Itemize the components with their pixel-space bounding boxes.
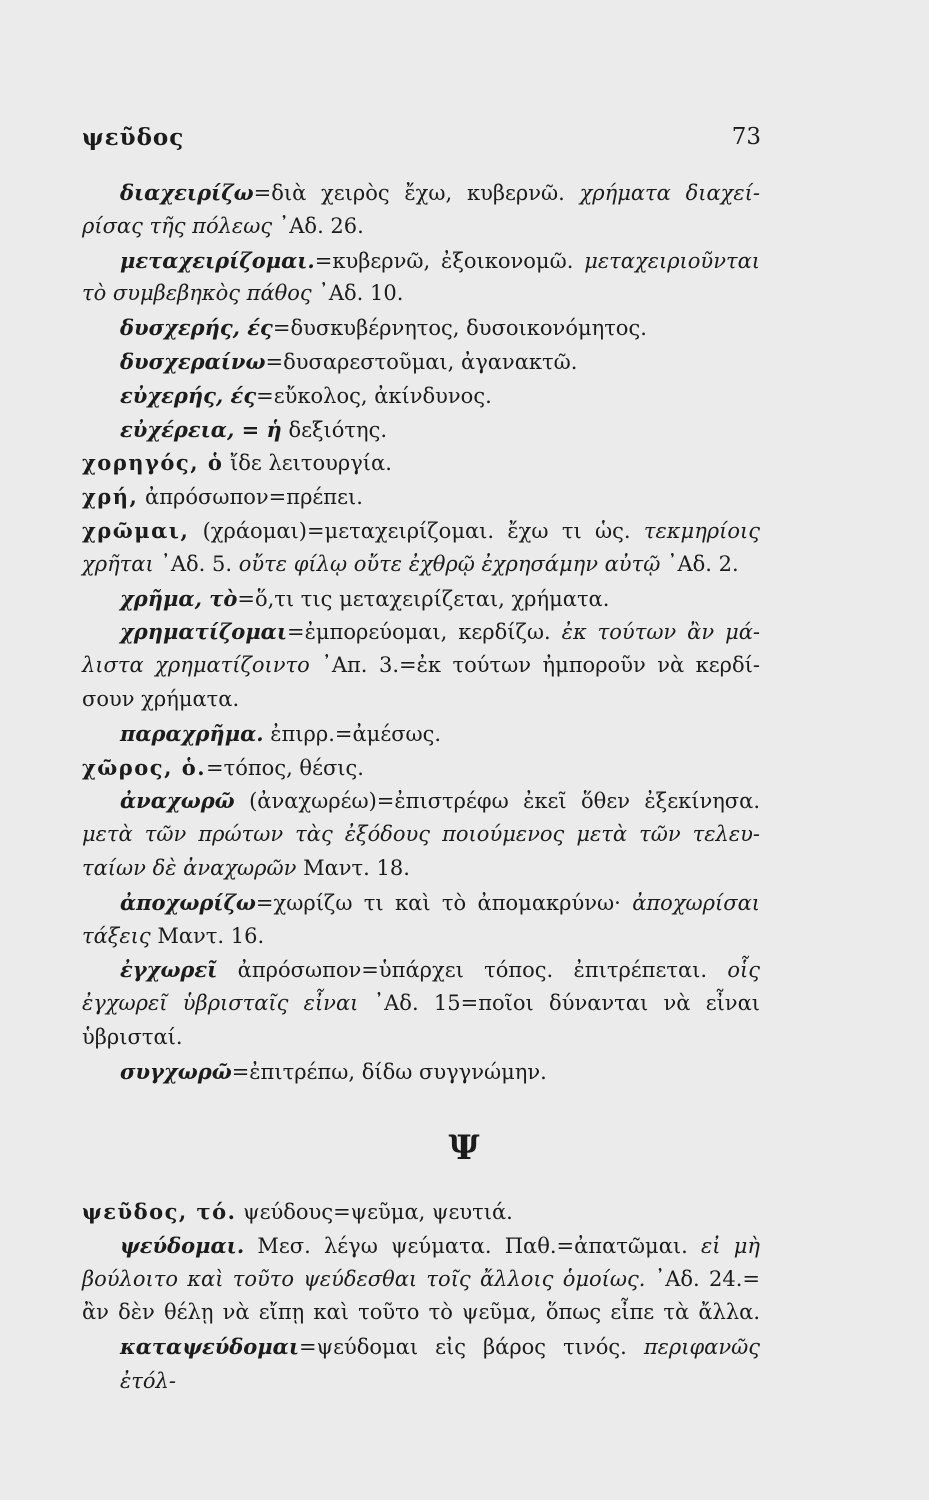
text-line — [82, 920, 760, 954]
quotation: τεκμηρίοις — [643, 518, 760, 543]
definition-text: δεξιότης. — [281, 417, 388, 442]
headword: ψεῦδος, τό. — [82, 1199, 237, 1224]
definition-text: =ψεύδομαι εἰς βάρος τινός. — [299, 1335, 644, 1360]
text-line — [82, 953, 760, 987]
text-line — [82, 379, 760, 413]
text-line — [82, 818, 760, 852]
lemma: ψεύδομαι. — [120, 1232, 245, 1258]
text-line — [82, 277, 760, 311]
text-line — [82, 1330, 760, 1393]
text-line — [82, 784, 760, 818]
headword: χρή, — [82, 484, 139, 510]
definition-text: ψεύδους=ψεῦμα, ψευτιά. — [236, 1200, 513, 1224]
quotation: τὸ συμβεβηκὸς πάθος — [82, 281, 319, 306]
text-line — [82, 210, 760, 244]
definition-text: (ἀναχωρέω)=ἐπιστρέφω ἐκεῖ ὅθεν ἐξεκίνησα. — [234, 789, 760, 814]
definition-text: =ἐπιτρέπω, δίδω συγγνώμην. — [231, 1059, 547, 1084]
text-line — [82, 176, 760, 210]
definition-text: Μεσ. λέγω ψεύματα. Παθ.=ἀπατῶμαι. — [244, 1233, 702, 1258]
lemma: ἐγχωρεῖ — [120, 957, 218, 983]
running-head — [82, 124, 761, 151]
definition-text: =χωρίζω τι καὶ τὸ ἀπομακρύνω· — [255, 890, 633, 915]
definition-text: ᾿Αδ. 5. — [160, 551, 239, 576]
lemma: εὐχέρεια, = ἡ — [120, 416, 282, 442]
section-letter-psi: Ψ — [448, 1128, 481, 1168]
definition-text: ᾿Απ. 3.=ἐκ τούτων ἠμποροῦν νὰ κερδί- — [321, 653, 760, 678]
definition-text: ἐπιρρ.=ἀμέσως. — [263, 721, 442, 746]
dictionary-entries-chi — [82, 176, 760, 1089]
text-line — [82, 311, 760, 345]
definition-text: =ἐμπορεύομαι, κερδίζω. — [287, 620, 562, 645]
running-head-title: ψεῦδος — [82, 124, 185, 151]
text-line — [82, 1021, 760, 1055]
lemma: χρῆμα, τὸ — [120, 585, 238, 611]
quotation: χρήματα διαχεί- — [579, 181, 760, 205]
text-line — [82, 1195, 760, 1229]
quotation: βούλοιτο καὶ τοῦτο ψεύδεσθαι τοῖς ἄλλοις ὁμοίως. — [82, 1266, 655, 1291]
definition-text: =τόπος, θέσις. — [206, 755, 364, 780]
lemma: παραχρῆμα. — [120, 720, 264, 746]
lemma: ἀναχωρῶ — [120, 788, 235, 814]
definition-text: σουν χρήματα. — [82, 686, 240, 711]
text-line — [82, 852, 760, 886]
definition-text: (χράομαι)=μεταχειρίζομαι. ἔχω τι ὡς. — [189, 518, 644, 543]
text-line — [82, 1055, 760, 1089]
definition-text: Μαντ. 18. — [303, 855, 410, 880]
text-line — [82, 751, 760, 785]
lemma: ἀποχωρίζω — [120, 889, 256, 915]
quotation: τάξεις — [82, 923, 158, 948]
lemma: συγχωρῶ — [120, 1058, 232, 1084]
lemma: δυσχεραίνω — [120, 348, 266, 374]
quotation: μεταχειριοῦνται — [584, 248, 760, 273]
text-line — [82, 480, 760, 514]
definition-text: ᾿Αδ. 15=ποῖοι δύνανται νὰ εἶναι — [373, 991, 760, 1016]
definition-text: ἴδε λειτουργία. — [223, 451, 392, 476]
quotation: ἐκ τούτων ἂν μά- — [561, 620, 760, 645]
quotation: λιστα χρηματίζοιντο — [82, 653, 322, 678]
quotation: μετὰ τῶν πρώτων τὰς ἐξόδους ποιούμενος μετὰ τῶν τελευ- — [82, 822, 760, 847]
text-line — [82, 514, 760, 548]
page-number: 73 — [731, 124, 761, 150]
text-line — [82, 649, 760, 683]
definition-text: ἀπρόσωπον=ὑπάρχει τόπος. ἐπιτρέπεται. — [217, 958, 728, 983]
definition-text: ἀπρόσωπον=πρέπει. — [138, 485, 363, 510]
headword: χῶρος, ὁ. — [82, 754, 207, 780]
text-line — [82, 1296, 760, 1330]
quotation: ρίσας τῆς πόλεως — [82, 213, 279, 238]
text-line — [82, 244, 760, 278]
text-line — [82, 717, 760, 751]
text-line — [82, 446, 760, 480]
text-line — [82, 548, 760, 582]
definition-text: ᾿Αδ. 10. — [318, 281, 404, 306]
text-line — [82, 987, 760, 1021]
definition-text: ᾿Αδ. 26. — [278, 213, 364, 238]
quotation: χρῆται — [82, 551, 161, 576]
headword: χορηγός, ὁ — [82, 450, 224, 476]
definition-text: =εὔκολος, ἀκίνδυνος. — [256, 383, 492, 408]
headword: χρῶμαι, — [82, 517, 190, 543]
lemma: δυσχερής, ές — [120, 315, 273, 341]
definition-text: =δυσκυβέρνητος, δυσοικονόμητος. — [272, 316, 647, 341]
text-line — [82, 615, 760, 649]
definition-text: Μαντ. 16. — [157, 923, 265, 948]
definition-text: ἂν δὲν θέλῃ νὰ εἴπῃ καὶ τοῦτο τὸ ψεῦμα, ὅπως εἶπε τὰ ἄλλα. — [82, 1300, 760, 1325]
text-line — [82, 1229, 760, 1263]
dictionary-entries-psi — [82, 1195, 760, 1393]
definition-text: ᾿Αδ. 24.= — [654, 1266, 760, 1291]
quotation: εἰ μὴ — [701, 1233, 760, 1258]
definition-text: =δυσαρεστοῦμαι, ἀγανακτῶ. — [265, 349, 578, 374]
definition-text: =διὰ χειρὸς ἔχω, κυβερνῶ. — [253, 181, 580, 205]
quotation: οἷς — [727, 958, 760, 983]
lemma: διαχειρίζω — [120, 180, 254, 205]
quotation: περιφανῶς ἐτόλ- — [120, 1335, 760, 1393]
text-line — [82, 1263, 760, 1297]
quotation: ἐγχωρεῖ ὑβρισταῖς εἶναι — [82, 991, 374, 1016]
definition-text: =ὅ,τι τις μεταχειρίζεται, χρήματα. — [237, 586, 610, 611]
lemma: καταψεύδομαι — [120, 1334, 300, 1360]
text-line — [82, 413, 760, 447]
definition-text: =κυβερνῶ, ἐξοικονομῶ. — [314, 248, 585, 273]
lemma: μεταχειρίζομαι. — [120, 247, 315, 273]
text-line — [82, 683, 760, 717]
text-line — [82, 886, 760, 920]
text-line — [82, 582, 760, 616]
lemma: εὐχερής, ές — [120, 382, 257, 408]
definition-text: ὑβρισταί. — [82, 1024, 183, 1049]
quotation: ἀποχωρίσαι — [632, 890, 760, 915]
lemma: χρηματίζομαι — [120, 619, 288, 645]
text-line — [82, 345, 760, 379]
quotation: ταίων δὲ ἀναχωρῶν — [82, 855, 304, 880]
quotation: οὔτε φίλῳ οὔτε ἐχθρῷ ἐχρησάμην αὐτῷ — [238, 551, 667, 576]
definition-text: ᾿Αδ. 2. — [667, 551, 739, 576]
